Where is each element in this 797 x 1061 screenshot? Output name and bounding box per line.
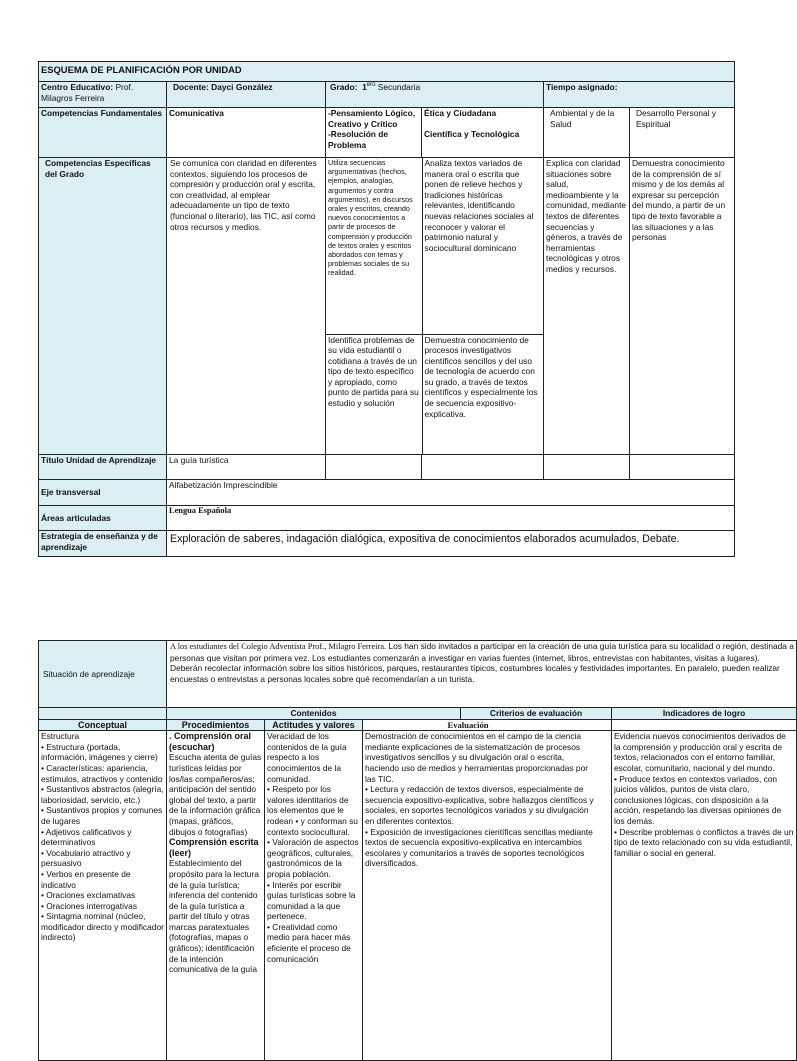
- titulo-empty-2: [422, 455, 544, 480]
- comp-esp-pensamiento-a: Utiliza secuencias argumentativas (hechos, ejemplos, analogías, argumentos y contra argumentos), en discursos orales y escritos, creando nuevos conocimientos a partir de procesos de comprensión y producción de textos orales y escritos abordados con temas y problemas sociales de su realidad.: [326, 158, 422, 334]
- situacion-text-a: A los estudiantes del Colegio Adventista Prof., Milagro Ferreira.: [170, 642, 387, 651]
- comp-fund-desarrollo: Desarrollo Personal y Espiritual: [630, 108, 735, 158]
- conceptual-header: Conceptual: [39, 719, 167, 731]
- contenidos-header: Contenidos: [167, 708, 461, 720]
- comp-esp-comunicativa: Se comunica con claridad en diferentes contextos, siguiendo los procesos de compresión y producción oral y escrita, con creatividad, al emplear adecuadamente un tipo de texto (funcional o literario), las TIC, así como otros recursos y medios.: [167, 158, 326, 455]
- proc-text-oral: Escucha atenta de guías turísticas leídas por los/las compañeros/as; anticipación del sentido global del texto, a partir de la información gráfica (mapas, gráficos, dibujos o fotografías): [169, 752, 262, 837]
- conceptual-content: Estructura • Estructura (portada, información, imágenes y cierre) • Características: apariencia, estímulos, atractivos y contenido • Sustantivos abstractos (alegría, laboriosidad, servicio, etc.) • Sustantivos propios y comunes de lugares • Adjetivos calificativos y determinativos • Vocabulario atractivo y persuasivo • Verbos en presente de indicativo • Oraciones exclamativas • Oraciones interrogativas • Sintagma nominal (núcleo, modificador directo y modificador indirecto): [39, 731, 167, 1061]
- procedimientos-content: [167, 731, 265, 1061]
- comp-fund-comunicativa: Comunicativa: [167, 108, 326, 158]
- situacion-label: Situación de aprendizaje: [39, 641, 167, 708]
- comp-esp-desarrollo: Demuestra conocimiento de la comprensión de sí mismo y de los demás al expresar su percepción del mundo, a partir de un tipo de texto favorable a las situaciones y a las personas: [630, 158, 735, 455]
- planning-title: ESQUEMA DE PLANIFICACIÓN POR UNIDAD: [39, 62, 735, 82]
- titulo-empty-3: [544, 455, 630, 480]
- titulo-empty-4: [630, 455, 735, 480]
- grado-label: Grado:: [330, 82, 358, 92]
- evaluacion-header: Evaluación: [363, 719, 612, 731]
- comp-esp-etica-a: Analiza textos variados de manera oral o escrita que ponen de relieve hechos y tradiciones históricas relevantes, identificando nuevas relaciones sociales al reconocer y valorar el patrimonio natural y sociocultural dominicano: [424, 158, 534, 253]
- areas-label: Áreas articuladas: [39, 506, 167, 531]
- comp-esp-ambiental: Explica con claridad situaciones sobre salud, medioambiente y la comunidad, mediante textos de diferentes secuencias y géneros, a través de herramientas tecnológicas y otros medios y recursos.: [544, 158, 630, 455]
- estrategia-label: Estrategia de enseñanza y de aprendizaje: [39, 531, 167, 557]
- comp-fund-ambiental: Ambiental y de la Salud: [544, 108, 630, 158]
- grado-rest: Secundaria: [377, 82, 421, 92]
- indicadores-header: Indicadores de logro: [612, 708, 797, 720]
- indicadores-subheader-empty: [612, 719, 797, 731]
- centro-educativo-cell: [39, 82, 167, 108]
- comp-esp-label: Competencias Específicas del Grado: [39, 158, 167, 455]
- docente-cell: Docente: Dayci González: [167, 82, 326, 108]
- comp-fund-label: Competencias Fundamentales: [39, 108, 167, 158]
- titulo-label: Título Unidad de Aprendizaje: [39, 455, 167, 480]
- comp-fund-etica: Ética y Ciudadana Científica y Tecnológica: [422, 108, 544, 158]
- centro-label: Centro Educativo:: [41, 82, 114, 92]
- criterios-header: Criterios de evaluación: [461, 708, 612, 720]
- actitudes-header: Actitudes y valores: [265, 719, 363, 731]
- grado-num: 1: [362, 82, 367, 92]
- evaluacion-content: Demostración de conocimientos en el campo de la ciencia mediante explicaciones de la sistematización de procesos investigativos sencillos y su divulgación oral o escrita, haciendo uso de medios y herramientas proporcionadas por las TIC. • Lectura y redacción de textos diversos, especialmente de secuencia expositivo-explicativa, sobre hallazgos científicos y sociales, en soportes tecnológicos variados y su divulgación en diferentes contextos. • Exposición de investigaciones científicas sencillas mediante textos de secuencia expositivo-explicativa en intercambios escolares y comunitarios a través de soportes tecnológicos diversificados.: [363, 731, 612, 1061]
- proc-heading-escrita: Comprensión escrita (leer): [169, 837, 259, 858]
- grado-cell: [326, 82, 544, 108]
- titulo-empty-1: [326, 455, 422, 480]
- proc-text-escrita: Establecimiento del propósito para la lectura de la guía turística; inferencia del contenido de la guía turística a partir del título y otras marcas paratextuales (fotografías, mapas o gráficos); identificación de la intención comunicativa de la guía: [169, 858, 259, 975]
- estrategia-value: Exploración de saberes, indagación dialógica, expositiva de conocimientos elaborados acumulados, Debate.: [167, 531, 735, 557]
- situacion-text: [167, 641, 797, 708]
- grado-sup: ero: [366, 82, 376, 89]
- situacion-text-b: Los han sido invitados a participar en la creación de una guía turística para su localidad o región, destinada a personas que visitan por primera vez. Los estudiantes comenzarán a investigar en varias fuentes (internet, libros, entrevistas con habitantes, visitas a lugares). Deberán recolectar información sobre los sitios históricos, parques, restaurantes típicos, costumbres locales y festividades importantes. En paralelo, pueden realizar encuestas o entrevistas a personas locales sobre qué recomendarían a un turista.: [170, 641, 794, 684]
- centro-value: Prof. Milagros Ferreira: [41, 82, 134, 103]
- areas-value: Lengua Española: [167, 506, 735, 531]
- learning-table: [38, 640, 797, 1061]
- titulo-value: La guía turística: [167, 455, 326, 480]
- comp-esp-middle: [326, 158, 544, 455]
- comp-esp-etica-b: Demuestra conocimiento de procesos investigativos científicos sencillos y del uso de tecnología de acuerdo con su grado, a través de textos científicos y especialmente los de secuencia expositivo-explicativa.: [422, 334, 544, 454]
- comp-esp-inner-table: [326, 158, 544, 454]
- actitudes-content: Veracidad de los contenidos de la guía respecto a los conocimientos de la comunidad. • Respeto por los valores identitarios de los elementos que le rodean • y conforman su contexto sociocultural. • Valoración de aspectos geográficos, culturales, gastronómicos de la propia población. • Interés por escribir guías turísticas sobre la comunidad a la que pertenece. • Creatividad como medio para hacer más eficiente el proceso de comunicación: [265, 731, 363, 1061]
- tiempo-cell: Tiempo asignado:: [544, 82, 735, 108]
- procedimientos-header: Procedimientos: [167, 719, 265, 731]
- comp-fund-pensamiento: -Pensamiento Lógico, Creativo y Crítico -Resolución de Problema: [326, 108, 422, 158]
- eje-value: Alfabetización Imprescindible: [167, 480, 735, 506]
- comp-esp-pensamiento-b: Identifica problemas de su vida estudiantil o cotidiana a través de un tipo de texto específico y apropiado, como punto de partida para su estudio y solución: [326, 334, 422, 454]
- proc-heading-oral: . Comprensión oral (escuchar): [169, 731, 252, 752]
- header-spacer: [39, 708, 167, 720]
- indicadores-content: Evidencia nuevos conocimientos derivados de la comprensión y producción oral y escrita de textos, relacionados con el entorno familiar, escolar, comunitario, nacional y del mundo. • Produce textos en contextos variados, con juicios válidos, puntos de vista claro, conclusiones lógicas, con disposición a la acción, respetando las diversas opiniones de los demás. • Describe problemas o conflictos a través de un tipo de texto relacionado con su vida estudiantil, familiar o social en general.: [612, 731, 797, 1061]
- planning-table: [38, 61, 735, 557]
- eje-label: Eje transversal: [39, 480, 167, 506]
